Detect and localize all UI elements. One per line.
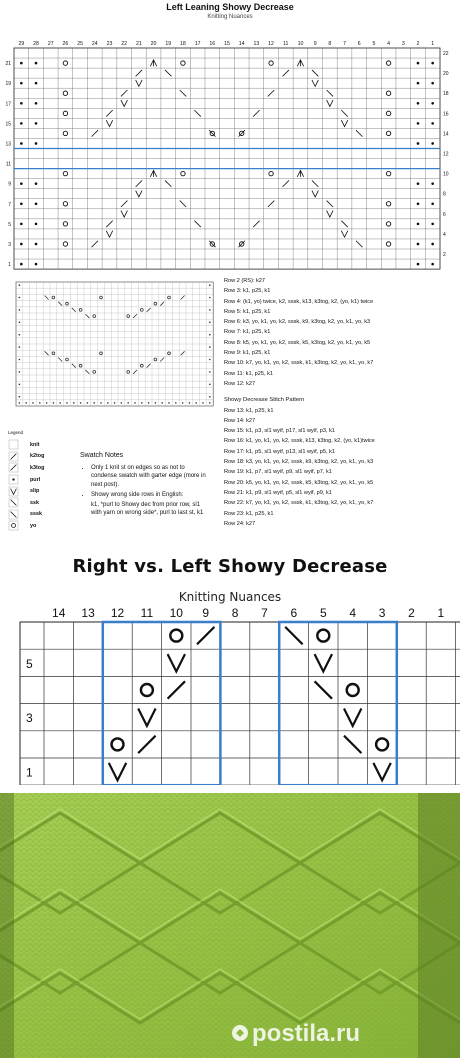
watermark-text: postila.ru [252,1020,361,1047]
left-slash-double-icon [8,509,22,520]
purl-dot [209,334,211,336]
purl-dot [35,122,38,125]
row-number: 11 [5,161,11,168]
purl-dot [209,396,211,398]
left-leaning-showy-decrease-chart [0,0,460,280]
legend-label: k2tog [30,453,45,460]
purl-dot [121,402,123,404]
row-number: 5 [26,656,33,671]
legend-label: sssk [30,511,42,518]
left-slash-icon [8,497,22,508]
purl-dot [209,321,211,323]
row-instruction: Row 22: k7, yo, k1, yo, k2, sssk, k1, k3tog, k2, yo, k1, yo, k7 [224,500,374,507]
purl-dot [134,402,136,404]
row-instruction: Row 5: k1, p25, k1 [224,308,271,315]
column-number: 1 [431,41,435,47]
purl-dot [431,202,434,205]
note-item: • Showy wrong side rows in English: [91,491,210,499]
column-number: 11 [140,606,154,620]
row-instructions [224,276,375,529]
purl-dot [19,297,21,299]
column-number: 14 [238,41,245,47]
purl-dot [417,182,420,185]
column-number: 10 [169,606,183,620]
purl-dot [209,371,211,373]
legend-label: yo [30,522,37,529]
legend-item [8,497,44,509]
purl-dot [35,182,38,185]
purl-dot [35,142,38,145]
row-instruction: Row 12: k27 [224,380,256,387]
column-number: 26 [62,41,69,47]
column-number: 9 [313,41,317,47]
purl-dot [114,402,116,404]
purl-dot [53,402,55,404]
purl-dot [168,402,170,404]
purl-dot [209,383,211,385]
row-instruction: Row 6: k3, yo, k1, yo, k2, sssk, k9, k3tog, k2, yo, k1, yo, k3 [224,319,371,326]
purl-dot [431,62,434,65]
row-instruction: Row 18: k3, yo, k1, yo, k2, sssk, k9, k3tog, k2, yo, k1, yo, k3 [224,459,374,466]
right-slash-icon [8,451,22,462]
legend-label: ssk [30,499,39,506]
purl-dot [19,371,21,373]
purl-dot [195,402,197,404]
purl-dot [431,263,434,266]
row-number: 7 [8,201,11,208]
purl-dot [20,202,23,205]
purl-dot [20,182,23,185]
row-number: 15 [5,121,11,128]
row-number: 2 [443,252,446,259]
purl-dot [80,402,82,404]
column-number: 10 [297,41,304,47]
purl-dot [19,383,21,385]
column-number: 12 [110,606,125,620]
column-number: 2 [416,41,420,47]
note-item: k1, *purl to Showy dec from prior row, sl1 with yarn on wrong side*, purl to last st, k1 [91,502,204,517]
column-number: 18 [180,41,186,47]
column-number: 6 [357,41,361,47]
purl-dot [209,359,211,361]
v-icon [8,486,22,497]
row-number: 22 [443,51,449,58]
mini-stitch-chart [6,276,224,416]
column-number: 15 [224,41,230,47]
purl-dot [19,309,21,311]
legend-label: purl [30,476,41,483]
purl-dot [39,402,41,404]
column-number: 9 [202,606,210,620]
purl-dot [431,142,434,145]
purl-dot [35,263,38,266]
legend-item [8,451,44,463]
row-number: 19 [5,81,11,88]
row-instruction: Row 9: k1, p25, k1 [224,350,271,357]
swatch-notes-title: Swatch Notes [80,452,124,459]
column-number: 3 [378,606,386,620]
purl-dot [35,82,38,85]
legend-label: knit [30,441,40,448]
column-number: 22 [121,41,128,47]
knitted-swatch-photo [0,793,460,1058]
column-number: 25 [77,41,83,47]
purl-dot [20,82,23,85]
column-number: 11 [283,41,289,47]
purl-dot [19,396,21,398]
chart2-title: Right vs. Left Showy Decrease [72,556,388,577]
row-instruction: Row 23: k1, p25, k1 [224,510,274,517]
legend-item [8,474,44,486]
row-number: 4 [443,231,446,238]
purl-dot [19,284,21,286]
purl-dot [431,122,434,125]
row-number: 18 [443,91,449,98]
chart1-subtitle: Knitting Nuances [207,14,253,20]
purl-dot [73,402,75,404]
purl-dot [66,402,68,404]
column-number: 17 [194,41,201,47]
purl-dot [431,223,434,226]
purl-dot [431,82,434,85]
row-number: 9 [8,181,11,188]
column-number: 16 [209,41,216,47]
purl-dot [161,402,163,404]
purl-dot [35,62,38,65]
purl-dot [417,263,420,266]
purl-dot [20,243,23,246]
legend-item [8,485,44,497]
column-number: 13 [253,41,260,47]
purl-dot [19,402,21,404]
purl-dot [35,102,38,105]
purl-dot [20,62,23,65]
column-number: 23 [106,41,113,47]
row-instruction: Row 24: k27 [224,520,256,527]
purl-dot [209,284,211,286]
row-number: 14 [443,131,449,138]
row-number: 1 [26,765,33,780]
purl-dot [155,402,157,404]
column-number: 6 [290,606,298,620]
row-number: 5 [8,221,11,228]
purl-dot [20,122,23,125]
column-number: 29 [18,41,25,47]
row-instruction: Row 14: k27 [224,417,256,424]
purl-dot [417,62,420,65]
purl-dot [100,402,102,404]
row-number: 8 [443,191,446,198]
row-number: 1 [8,262,11,269]
purl-dot [35,223,38,226]
row-instruction: Row 7: k1, p25, k1 [224,329,271,336]
purl-dot [431,102,434,105]
column-number: 8 [328,41,332,47]
column-number: 3 [401,41,405,47]
purl-dot [107,402,109,404]
legend-label: slip [30,488,40,495]
row-number: 12 [443,151,449,158]
row-instruction: Row 20: k5, yo, k1, yo, k2, sssk, k5, k3tog, k2, yo, k1, yo, k5 [224,479,374,486]
row-number: 6 [443,211,446,218]
empty-square-icon [8,439,22,450]
column-number: 4 [387,41,391,47]
row-instruction: Row 15: k1, p3, sl1 wyif, p17, sl1 wyif, p3, k1 [224,428,335,435]
purl-dot [417,122,420,125]
purl-dot [19,321,21,323]
row-number: 13 [5,141,11,148]
note-item: • Only 1 knit st on edges so as not to condense swatch with garter edge (more in next post). [91,464,210,489]
circle-icon [8,520,22,531]
purl-dot [19,334,21,336]
legend-label: k3tog [30,464,45,471]
row-instruction: Row 8: k5, yo, k1, yo, k2, sssk, k5, k3tog, k2, yo, k1, yo, k5 [224,339,371,346]
column-number: 2 [408,606,415,620]
purl-dot [417,223,420,226]
purl-dot [93,402,95,404]
purl-dot [19,359,21,361]
row-instruction: Row 19: k1, p7, sl1 wyif, p9, sl1 wyif, p7, k1 [224,469,332,476]
purl-dot [20,142,23,145]
section-title: Showy Decrease Stitch Pattern [224,397,305,404]
legend-title: Legend [8,430,24,435]
column-number: 5 [372,41,376,47]
purl-dot [59,402,61,404]
row-instruction: Row 10: k7, yo, k1, yo, k2, sssk, k1, k3tog, k2, yo, k1, yo, k7 [224,360,374,367]
purl-dot [417,243,420,246]
row-instruction: Row 17: k1, p5, sl1 wyif, p13, sl1 wyif, p5, k1 [224,448,335,455]
column-number: 14 [52,606,66,620]
column-number: 27 [47,41,54,47]
row-instruction: Row 16: k1, yo, k1, yo, k2, sssk, k13, k3tog, k2, (yo, k1)twice [224,438,375,445]
purl-dot [35,202,38,205]
purl-dot [141,402,143,404]
right-vs-left-showy-decrease-chart [0,600,460,785]
right-slash-double-icon [8,462,22,473]
purl-dot [417,82,420,85]
purl-dot [20,102,23,105]
column-number: 8 [231,606,239,620]
row-number: 21 [5,61,11,68]
column-number: 20 [150,41,157,47]
purl-dot [202,402,204,404]
row-number: 3 [8,241,11,248]
row-instruction: Row 13: k1, p25, k1 [224,407,274,414]
chart1-title: Left Leaning Showy Decrease [166,2,294,12]
purl-dot [20,263,23,266]
row-number: 3 [26,711,33,726]
row-number: 10 [443,171,449,178]
purl-dot [431,243,434,246]
purl-dot [46,402,48,404]
chart2-subtitle: Knitting Nuances [178,590,282,604]
purl-dot [417,102,420,105]
purl-dot [209,402,211,404]
legend-item [8,509,44,521]
row-number: 20 [443,71,449,78]
purl-dot [20,223,23,226]
purl-dot [182,402,184,404]
column-number: 4 [349,606,357,620]
legend-item [8,439,44,451]
column-number: 19 [165,41,172,47]
row-instruction: Row 21: k1, p9, sl1 wyif, p5, sl1 wyif, p9, k1 [224,489,332,496]
column-number: 7 [343,41,346,47]
purl-dot [189,402,191,404]
row-instruction: Row 3: k1, p25, k1 [224,288,271,295]
purl-dot [417,202,420,205]
row-instruction: Row 11: k1, p25, k1 [224,370,274,377]
purl-dot [148,402,150,404]
purl-dot [127,402,129,404]
purl-dot [32,402,34,404]
column-number: 28 [33,41,39,47]
legend-item [8,462,44,474]
purl-dot [209,297,211,299]
swatch-notes [80,452,210,519]
column-number: 13 [81,606,95,620]
purl-dot [209,309,211,311]
row-number: 16 [443,111,449,118]
purl-dot [19,346,21,348]
purl-dot [431,182,434,185]
column-number: 7 [261,606,268,620]
column-number: 21 [135,41,142,47]
row-number: 17 [5,101,11,108]
column-number: 1 [437,606,445,620]
column-number: 12 [268,41,274,47]
legend-item [8,520,44,532]
purl-dot [12,478,14,480]
purl-dot [25,402,27,404]
column-number: 24 [91,41,98,47]
row-instruction: Row 4: (k1, yo) twice, k2, sssk, k13, k3tog, k2, (yo, k1) twice [224,298,374,305]
purl-dot [209,346,211,348]
purl-dot [87,402,89,404]
column-number: 5 [319,606,327,620]
legend [8,430,44,532]
purl-dot [417,142,420,145]
purl-dot [35,243,38,246]
dot-icon [8,474,22,485]
purl-dot [175,402,177,404]
row-instruction: Row 2 (RS): k27 [224,278,266,284]
